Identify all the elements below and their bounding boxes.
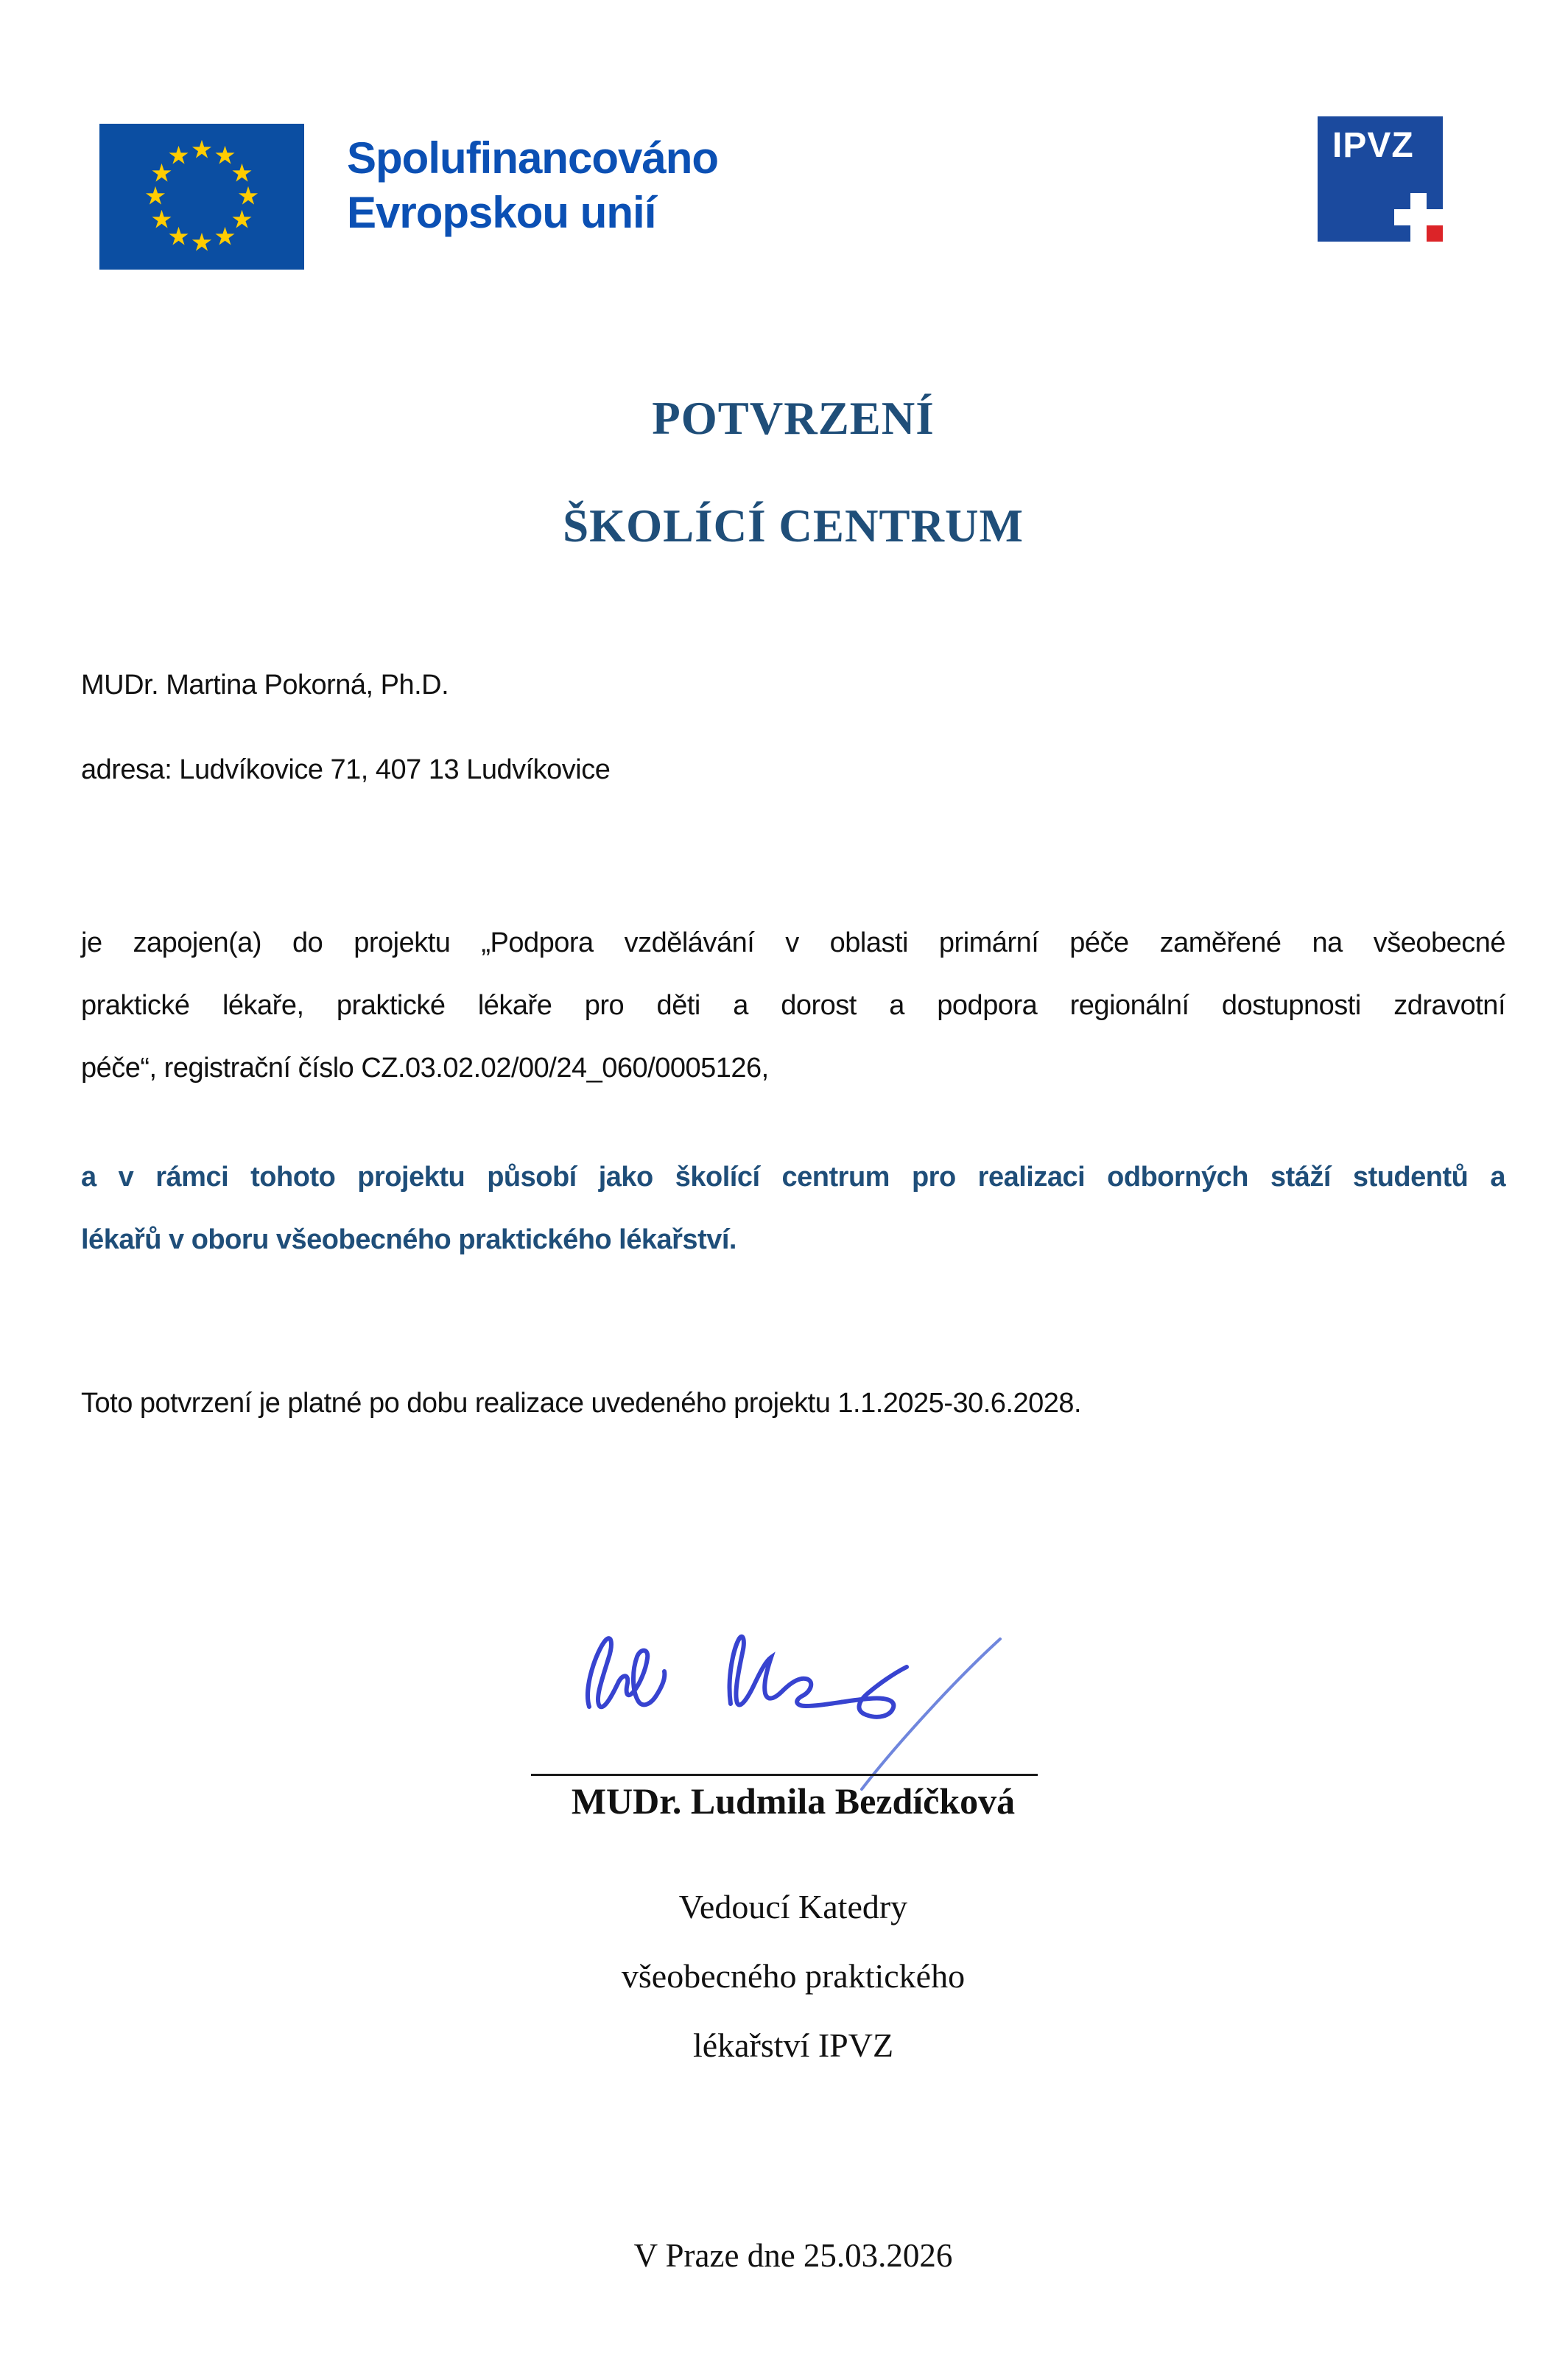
- recipient-name: MUDr. Martina Pokorná, Ph.D.: [81, 670, 449, 701]
- ipvz-red-square: [1427, 225, 1443, 242]
- eu-logo-text: [347, 124, 718, 240]
- project-paragraph-line3: péče“, registrační číslo CZ.03.02.02/00/24_060/0005126,: [81, 1053, 769, 1084]
- recipient-address: adresa: Ludvíkovice 71, 407 13 Ludvíkovice: [81, 754, 611, 785]
- eu-flag-star-icon: ★: [236, 182, 260, 211]
- validity-statement: Toto potvrzení je platné po dobu realizace uvedeného projektu 1.1.2025-30.6.2028.: [81, 1388, 1082, 1419]
- eu-flag-star-icon: ★: [150, 205, 173, 234]
- signer-name: MUDr. Ludmila Bezdíčková: [571, 1780, 1016, 1822]
- eu-flag-star-icon: ★: [144, 182, 167, 211]
- eu-flag-star-icon: ★: [214, 222, 236, 250]
- signature-image: [567, 1617, 1053, 1794]
- ipvz-cross-icon: [1394, 193, 1443, 242]
- eu-flag-star-icon: ★: [231, 205, 253, 234]
- training-centre-paragraph-line2: lékařů v oboru všeobecného praktického lékařství.: [81, 1224, 736, 1255]
- eu-flag-star-icon: ★: [214, 141, 236, 170]
- document-title-line1: POTVRZENÍ: [652, 393, 935, 444]
- ipvz-cross-horizontal-bar: [1394, 209, 1443, 225]
- eu-flag-star-icon: ★: [167, 222, 190, 250]
- project-paragraph-line2: praktické lékaře, praktické lékaře pro děti a dorost a podpora regionální dostupnosti zdravotní: [81, 990, 1505, 1021]
- eu-flag-star-icon: ★: [190, 136, 214, 164]
- place-date-line: V Praze dne 25.03.2026: [633, 2237, 953, 2274]
- project-paragraph-line1: je zapojen(a) do projektu „Podpora vzdělávání v oblasti primární péče zaměřené na všeobecné: [81, 927, 1505, 958]
- signer-role-line2: všeobecného praktického: [621, 1957, 966, 1995]
- document-title-line2: ŠKOLÍCÍ CENTRUM: [563, 500, 1024, 552]
- signer-role-line3: lékařství IPVZ: [692, 2026, 894, 2064]
- project-paragraph: [81, 912, 1505, 1100]
- ipvz-logo-label: IPVZ: [1332, 126, 1414, 165]
- eu-logo-text-line2: Evropskou unií: [347, 188, 656, 237]
- eu-logo-text-line1: Spolufinancováno: [347, 133, 719, 183]
- signer-role-line1: Vedoucí Katedry: [678, 1888, 908, 1926]
- training-centre-paragraph: [81, 1146, 1505, 1271]
- eu-flag-star-icon: ★: [150, 158, 173, 187]
- eu-flag-star-icon: ★: [167, 141, 190, 170]
- eu-flag-star-icon: ★: [231, 158, 253, 187]
- eu-flag: [99, 124, 304, 270]
- signature-line: [531, 1774, 1038, 1776]
- eu-flag-star-icon: ★: [190, 228, 214, 257]
- ipvz-logo: [1318, 116, 1443, 242]
- eu-cofunded-logo: [99, 124, 718, 270]
- training-centre-paragraph-line1: a v rámci tohoto projektu působí jako školící centrum pro realizaci odborných stáží studentů a: [81, 1162, 1505, 1193]
- signer-role: [81, 1872, 1505, 2080]
